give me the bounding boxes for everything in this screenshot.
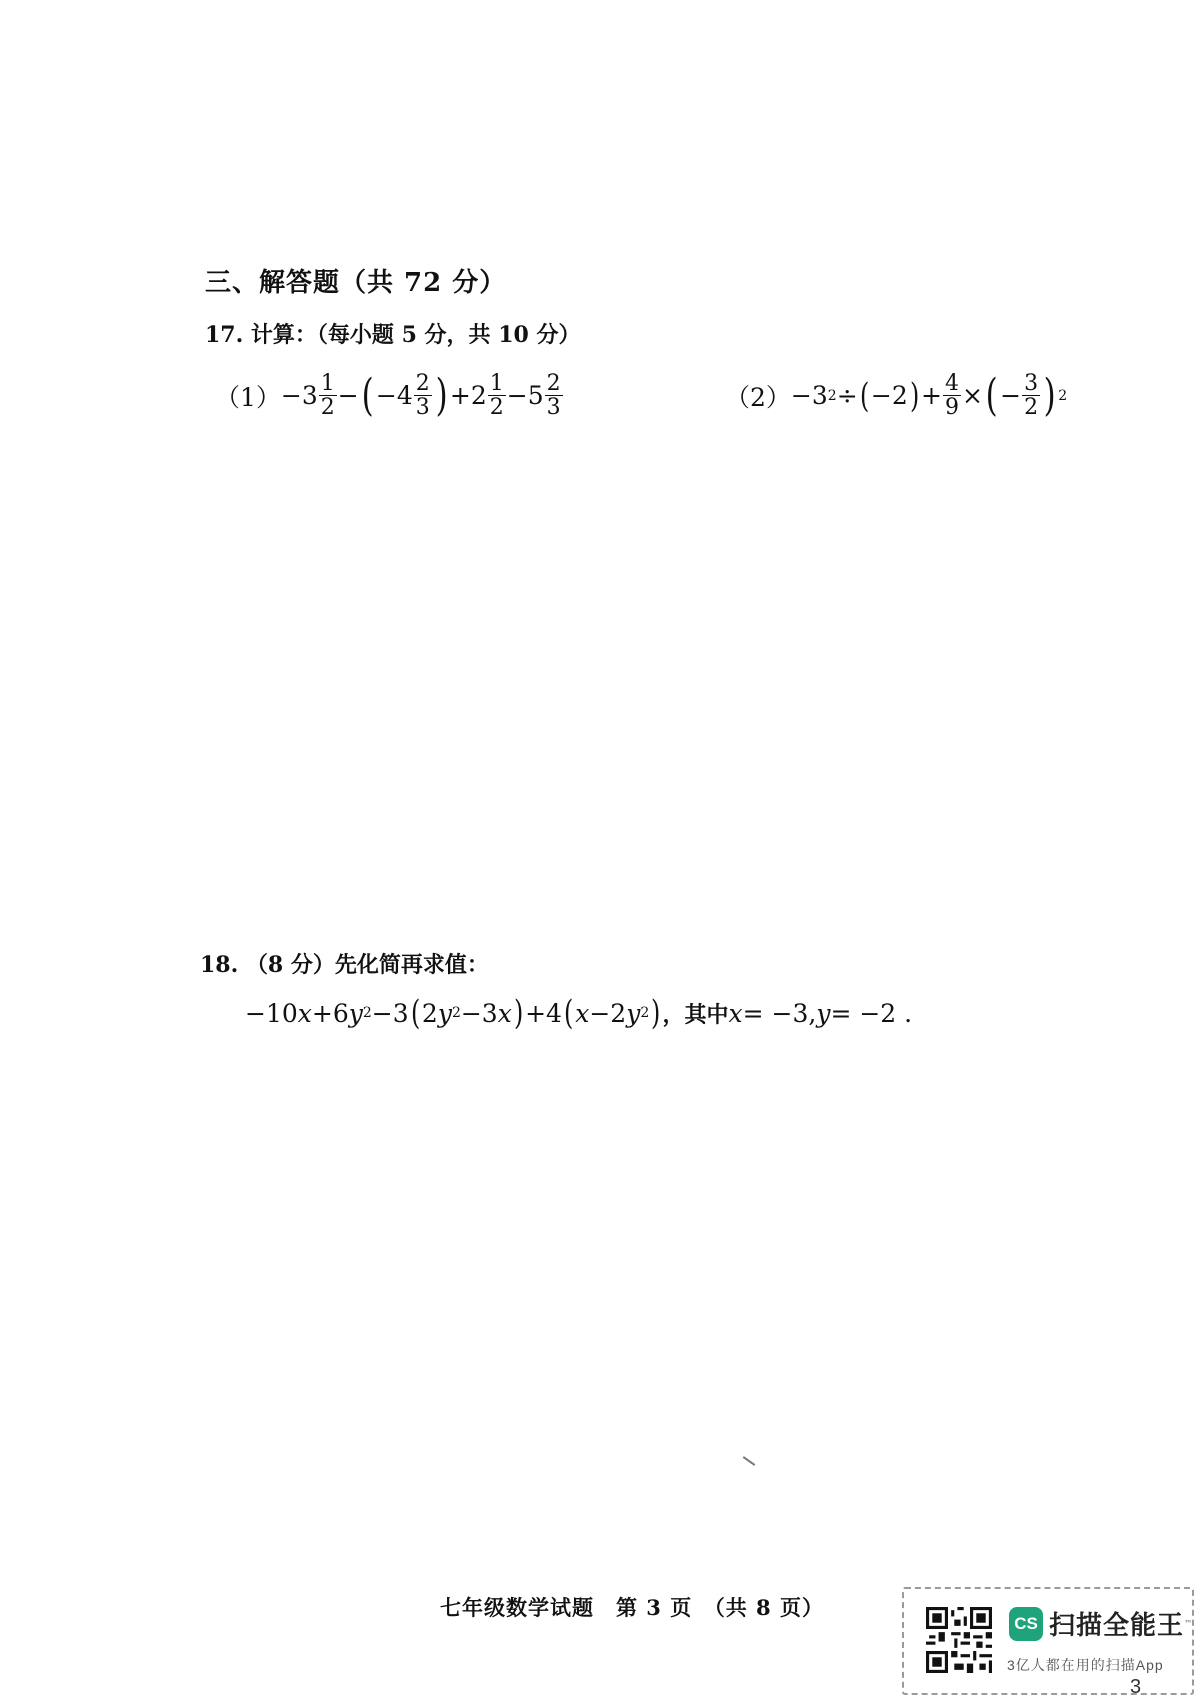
fraction: $\frac{3}{2}$	[1024, 371, 1039, 421]
part-1-label: （1）	[215, 382, 281, 412]
exponent: 2	[827, 387, 837, 404]
exponent: 2	[451, 1005, 461, 1021]
left-paren: (	[859, 375, 869, 416]
scan-speck	[743, 1456, 756, 1466]
term: +6	[311, 998, 349, 1028]
variable-x: x	[297, 998, 312, 1028]
variable-x: x	[497, 998, 512, 1028]
part-2-label: （2）	[725, 382, 791, 412]
variable-y: y	[348, 998, 363, 1028]
exponent: 2	[640, 1005, 650, 1021]
plus-operator: +	[921, 381, 942, 411]
fraction: $\frac{4}{9}$	[944, 371, 959, 421]
scanner-brand-name: 扫描全能王	[1049, 1610, 1185, 1640]
exponent: 2	[362, 1005, 372, 1021]
page-number: 3	[1130, 1676, 1142, 1698]
variable-y: y	[626, 998, 641, 1028]
left-paren: (	[410, 993, 420, 1033]
question-17-header: 17. 计算：（每小题 5 分，共 10 分）	[205, 322, 581, 348]
right-paren: )	[1043, 369, 1056, 421]
condition-text: ，其中	[662, 1001, 729, 1028]
question-17-part-2	[725, 369, 1068, 421]
plus-operator: +	[449, 381, 471, 411]
term: 2	[421, 998, 438, 1028]
question-18-expression	[245, 993, 913, 1033]
fraction: $\frac{2}{3}$	[415, 371, 430, 421]
term: −10	[245, 998, 298, 1028]
section-heading: 三、解答题（共 72 分）	[205, 268, 507, 298]
minus-operator: −	[337, 381, 359, 411]
left-paren: (	[563, 993, 574, 1033]
fraction: $\frac{1}{2}$	[489, 371, 504, 421]
fraction: $\frac{1}{2}$	[320, 371, 335, 421]
term: −2	[589, 998, 627, 1028]
left-paren: (	[361, 369, 374, 421]
trademark-mark: ™	[1184, 1619, 1192, 1628]
whole-part: 5	[527, 381, 544, 411]
variable-y: y	[816, 998, 831, 1028]
condition-value: = −3,	[742, 998, 817, 1028]
term: −3	[371, 998, 409, 1028]
question-17-part-1	[215, 369, 564, 421]
scanner-watermark	[902, 1587, 1194, 1695]
right-paren: )	[513, 993, 524, 1033]
whole-part: 2	[470, 381, 487, 411]
scanner-tagline: 3亿人都在用的扫描App	[1007, 1657, 1164, 1673]
variable-x: x	[575, 998, 590, 1028]
whole-part: −3	[280, 381, 318, 411]
term: −3	[460, 998, 498, 1028]
right-paren: )	[651, 993, 661, 1033]
fraction: $\frac{2}{3}$	[546, 371, 561, 421]
exponent: 2	[1058, 387, 1068, 404]
divide-operator: ÷	[836, 381, 858, 411]
variable-x: x	[728, 998, 743, 1028]
right-paren: )	[435, 369, 448, 421]
qr-code-icon	[926, 1607, 992, 1673]
variable-y: y	[437, 998, 452, 1028]
question-18-header: 18. （8 分）先化简再求值：	[200, 952, 489, 978]
left-paren: (	[985, 369, 998, 421]
term: +4	[525, 998, 562, 1028]
cs-logo-icon: CS	[1009, 1607, 1043, 1641]
negative-sign: −	[1000, 381, 1022, 411]
times-operator: ×	[961, 381, 983, 411]
power-base: −3	[790, 381, 828, 411]
scanner-brand	[1009, 1605, 1192, 1642]
inner-value: −2	[870, 381, 908, 411]
condition-value: = −2 .	[830, 998, 913, 1028]
page-footer: 七年级数学试题 第 3 页 （共 8 页）	[440, 1595, 824, 1620]
minus-operator: −	[506, 381, 528, 411]
right-paren: )	[909, 375, 920, 416]
whole-part: −4	[375, 381, 413, 411]
